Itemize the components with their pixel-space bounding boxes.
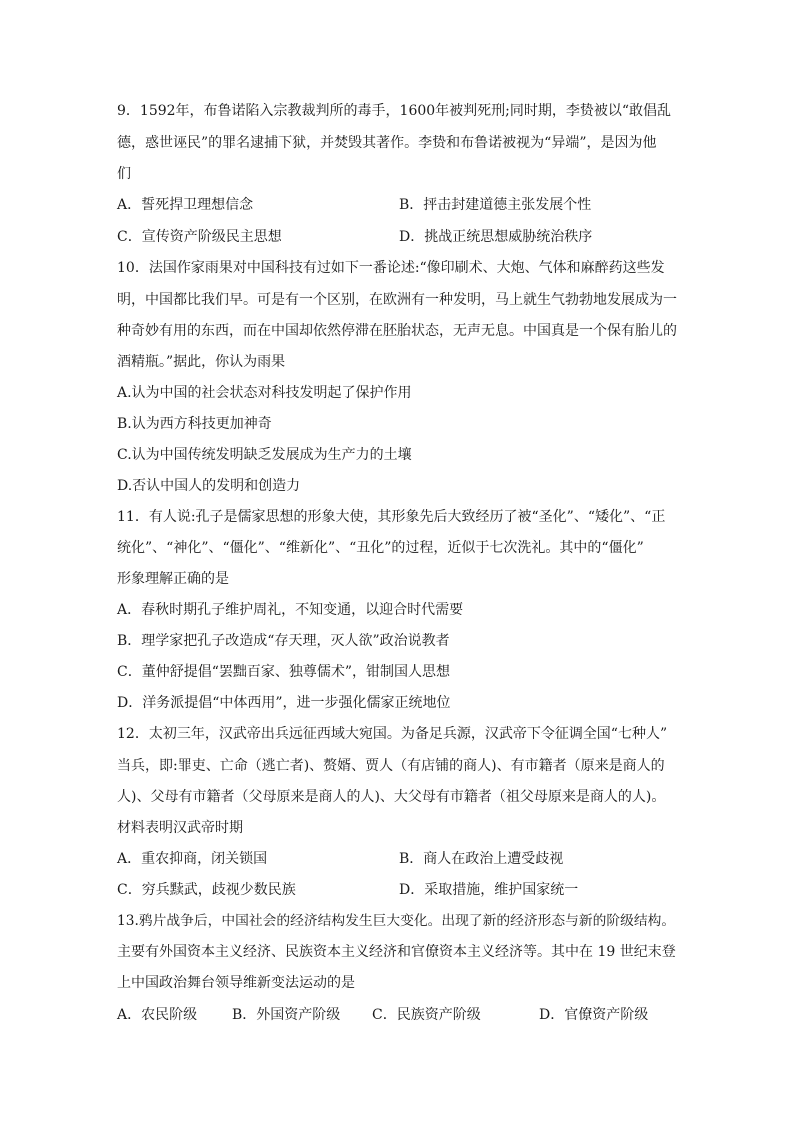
q13-stem-line-2: 主要有外国资本主义经济、民族资本主义经济和官僚资本主义经济等。其中在 19 世纪末登 [117, 944, 676, 960]
q10-stem-line-4: 酒精瓶。”据此，你认为雨果 [117, 354, 286, 370]
q10-option-c: C.认为中国传统发明缺乏发展成为生产力的土壤 [117, 447, 412, 463]
q10-stem-line-3: 种奇妙有用的东西，而在中国却依然停滞在胚胎状态，无声无息。中国真是一个保有胎儿的 [117, 323, 677, 339]
q12-stem-line-1: 12．太初三年，汉武帝出兵远征西域大宛国。为备足兵源，汉武帝下令征调全国“七种人” [117, 726, 668, 742]
q9-option-a: A．誓死捍卫理想信念 [117, 197, 254, 213]
q10-stem-line-2: 明，中国都比我们早。可是有一个区别，在欧洲有一种发明，马上就生气勃勃地发展成为一 [117, 292, 677, 308]
q13-option-b: B．外国资产阶级 [232, 1007, 341, 1023]
q9-option-d: D．挑战正统思想威胁统治秩序 [399, 229, 593, 245]
q12-option-d: D．采取措施，维护国家统一 [399, 882, 579, 898]
q9-stem-line-3: 们 [117, 166, 131, 182]
q9-stem-line-2: 德，惑世诬民”的罪名逮捕下狱，并焚毁其著作。李贽和布鲁诺被视为“异端”，是因为他 [117, 135, 657, 151]
q10-stem-line-1: 10．法国作家雨果对中国科技有过如下一番论述:“像印刷术、大炮、气体和麻醉药这些发 [117, 260, 665, 276]
q10-option-d: D.否认中国人的发明和创造力 [117, 478, 301, 494]
q13-option-d: D．官僚资产阶级 [539, 1007, 649, 1023]
q13-option-c: C．民族资产阶级 [372, 1007, 481, 1023]
q12-option-a: A．重农抑商，闭关锁国 [117, 851, 268, 867]
q11-stem-line-1: 11．有人说:孔子是儒家思想的形象大使，其形象先后大致经历了被“圣化”、“矮化”、“正 [117, 509, 666, 525]
q10-option-a: A.认为中国的社会状态对科技发明起了保护作用 [117, 385, 412, 401]
q12-option-b: B．商人在政治上遭受歧视 [399, 851, 564, 867]
q11-option-a: A．春秋时期孔子维护周礼，不知变通，以迎合时代需要 [117, 602, 464, 618]
q11-option-b: B．理学家把孔子改造成“存天理，灭人欲”政治说教者 [117, 633, 450, 649]
q11-stem-line-2: 统化”、“神化”、“僵化”、“维新化”、“丑化”的过程，近似于七次洗礼。其中的“僵化” [117, 540, 644, 556]
q9-option-c: C．宣传资产阶级民主思想 [117, 229, 282, 245]
q9-option-b: B．抨击封建道德主张发展个性 [399, 197, 592, 213]
q11-option-c: C．董仲舒提倡“罢黜百家、独尊儒术”，钳制国人思想 [117, 664, 451, 680]
q11-option-d: D．洋务派提倡“中体西用”，进一步强化儒家正统地位 [117, 695, 451, 711]
q13-stem-line-3: 上中国政治舞台领导维新变法运动的是 [117, 975, 355, 991]
q12-stem-line-3: 人)、父母有市籍者（父母原来是商人的人)、大父母有市籍者（祖父母原来是商人的人)。 [117, 789, 666, 805]
q9-stem-line-1: 9．1592年，布鲁诺陷入宗教裁判所的毒手，1600年被判死刑;同时期，李贽被以“敢倡乱 [117, 103, 672, 119]
q12-stem-line-2: 当兵，即:罪吏、亡命（逃亡者)、赘婿、贾人（有店铺的商人)、有市籍者（原来是商人的 [117, 758, 665, 774]
q13-stem-line-1: 13.鸦片战争后，中国社会的经济结构发生巨大变化。出现了新的经济形态与新的阶级结构。 [117, 913, 676, 929]
q11-stem-line-3: 形象理解正确的是 [117, 571, 229, 587]
q10-option-b: B.认为西方科技更加神奇 [117, 416, 272, 432]
q13-option-a: A．农民阶级 [117, 1007, 198, 1023]
q12-stem-line-4: 材料表明汉武帝时期 [117, 820, 243, 836]
q12-option-c: C．穷兵黩武，歧视少数民族 [117, 882, 296, 898]
